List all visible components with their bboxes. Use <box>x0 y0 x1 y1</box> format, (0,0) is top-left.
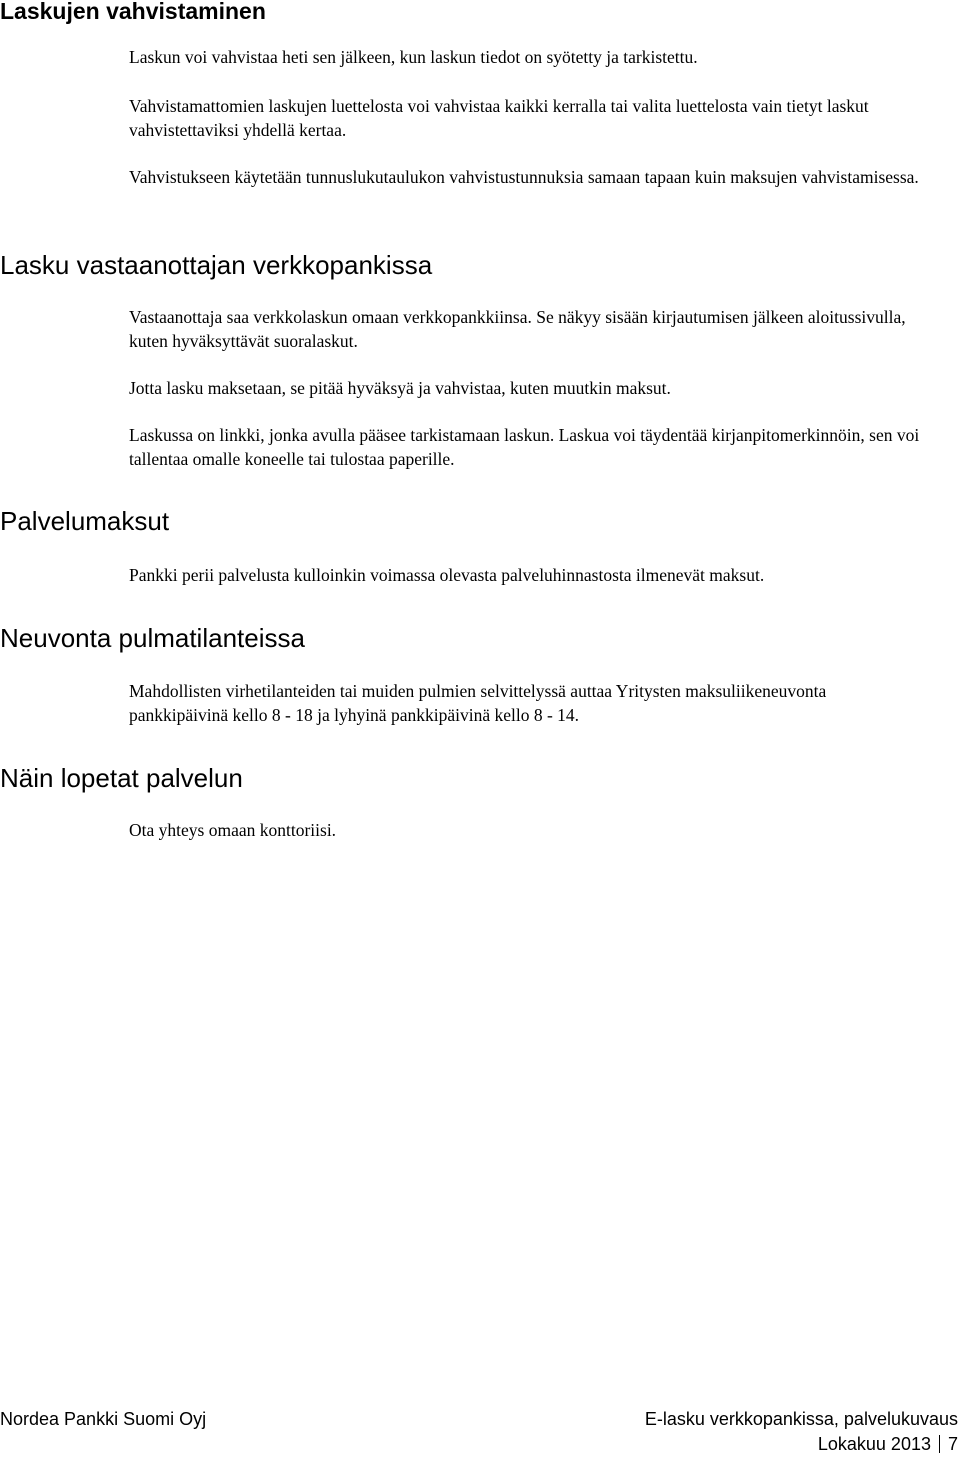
paragraph: Laskun voi vahvistaa heti sen jälkeen, kun laskun tiedot on syötetty ja tarkistettu. <box>129 47 698 67</box>
footer-date-page <box>818 1433 958 1455</box>
paragraph: Vastaanottaja saa verkkolaskun omaan verkkopankkiinsa. Se näkyy sisään kirjautumisen jälkeen aloitussivulla, kuten hyväksyttävät suoralaskut. <box>129 307 906 351</box>
section-heading-lasku-vastaanottajan-verkkopankissa: Lasku vastaanottajan verkkopankissa <box>0 250 433 280</box>
paragraph: Laskussa on linkki, jonka avulla pääsee tarkistamaan laskun. Laskua voi täydentää kirjanpitomerkinnöin, sen voi tallentaa omalle koneelle tai tulostaa paperille. <box>129 425 920 469</box>
section-heading-nain-lopetat-palvelun: Näin lopetat palvelun <box>0 763 243 793</box>
section-heading-palvelumaksut: Palvelumaksut <box>0 506 170 536</box>
paragraph: Vahvistamattomien laskujen luettelosta voi vahvistaa kaikki kerralla tai valita luettelosta vain tietyt laskut vahvistettaviksi yhdellä kertaa. <box>129 96 869 140</box>
paragraph: Vahvistukseen käytetään tunnuslukutaulukon vahvistustunnuksia samaan tapaan kuin maksujen vahvistamisessa. <box>129 167 919 187</box>
page-separator <box>939 1435 940 1453</box>
paragraph: Mahdollisten virhetilanteiden tai muiden pulmien selvittelyssä auttaa Yritysten maksuliikeneuvonta pankkipäivinä kello 8 - 18 ja lyhyinä pankkipäivinä kello 8 - 14. <box>129 681 827 725</box>
section-heading-neuvonta-pulmatilanteissa: Neuvonta pulmatilanteissa <box>0 623 305 653</box>
page-number: 7 <box>947 1434 958 1454</box>
section-heading-laskujen-vahvistaminen: Laskujen vahvistaminen <box>0 0 266 24</box>
footer-date: Lokakuu 2013 <box>817 1434 931 1454</box>
footer-company: Nordea Pankki Suomi Oyj <box>0 1409 207 1429</box>
paragraph: Jotta lasku maksetaan, se pitää hyväksyä ja vahvistaa, kuten muutkin maksut. <box>129 378 671 398</box>
paragraph: Ota yhteys omaan konttoriisi. <box>129 820 337 840</box>
footer-document-title: E-lasku verkkopankissa, palvelukuvaus <box>644 1409 958 1429</box>
paragraph: Pankki perii palvelusta kulloinkin voimassa olevasta palveluhinnastosta ilmenevät maksut. <box>129 565 765 585</box>
